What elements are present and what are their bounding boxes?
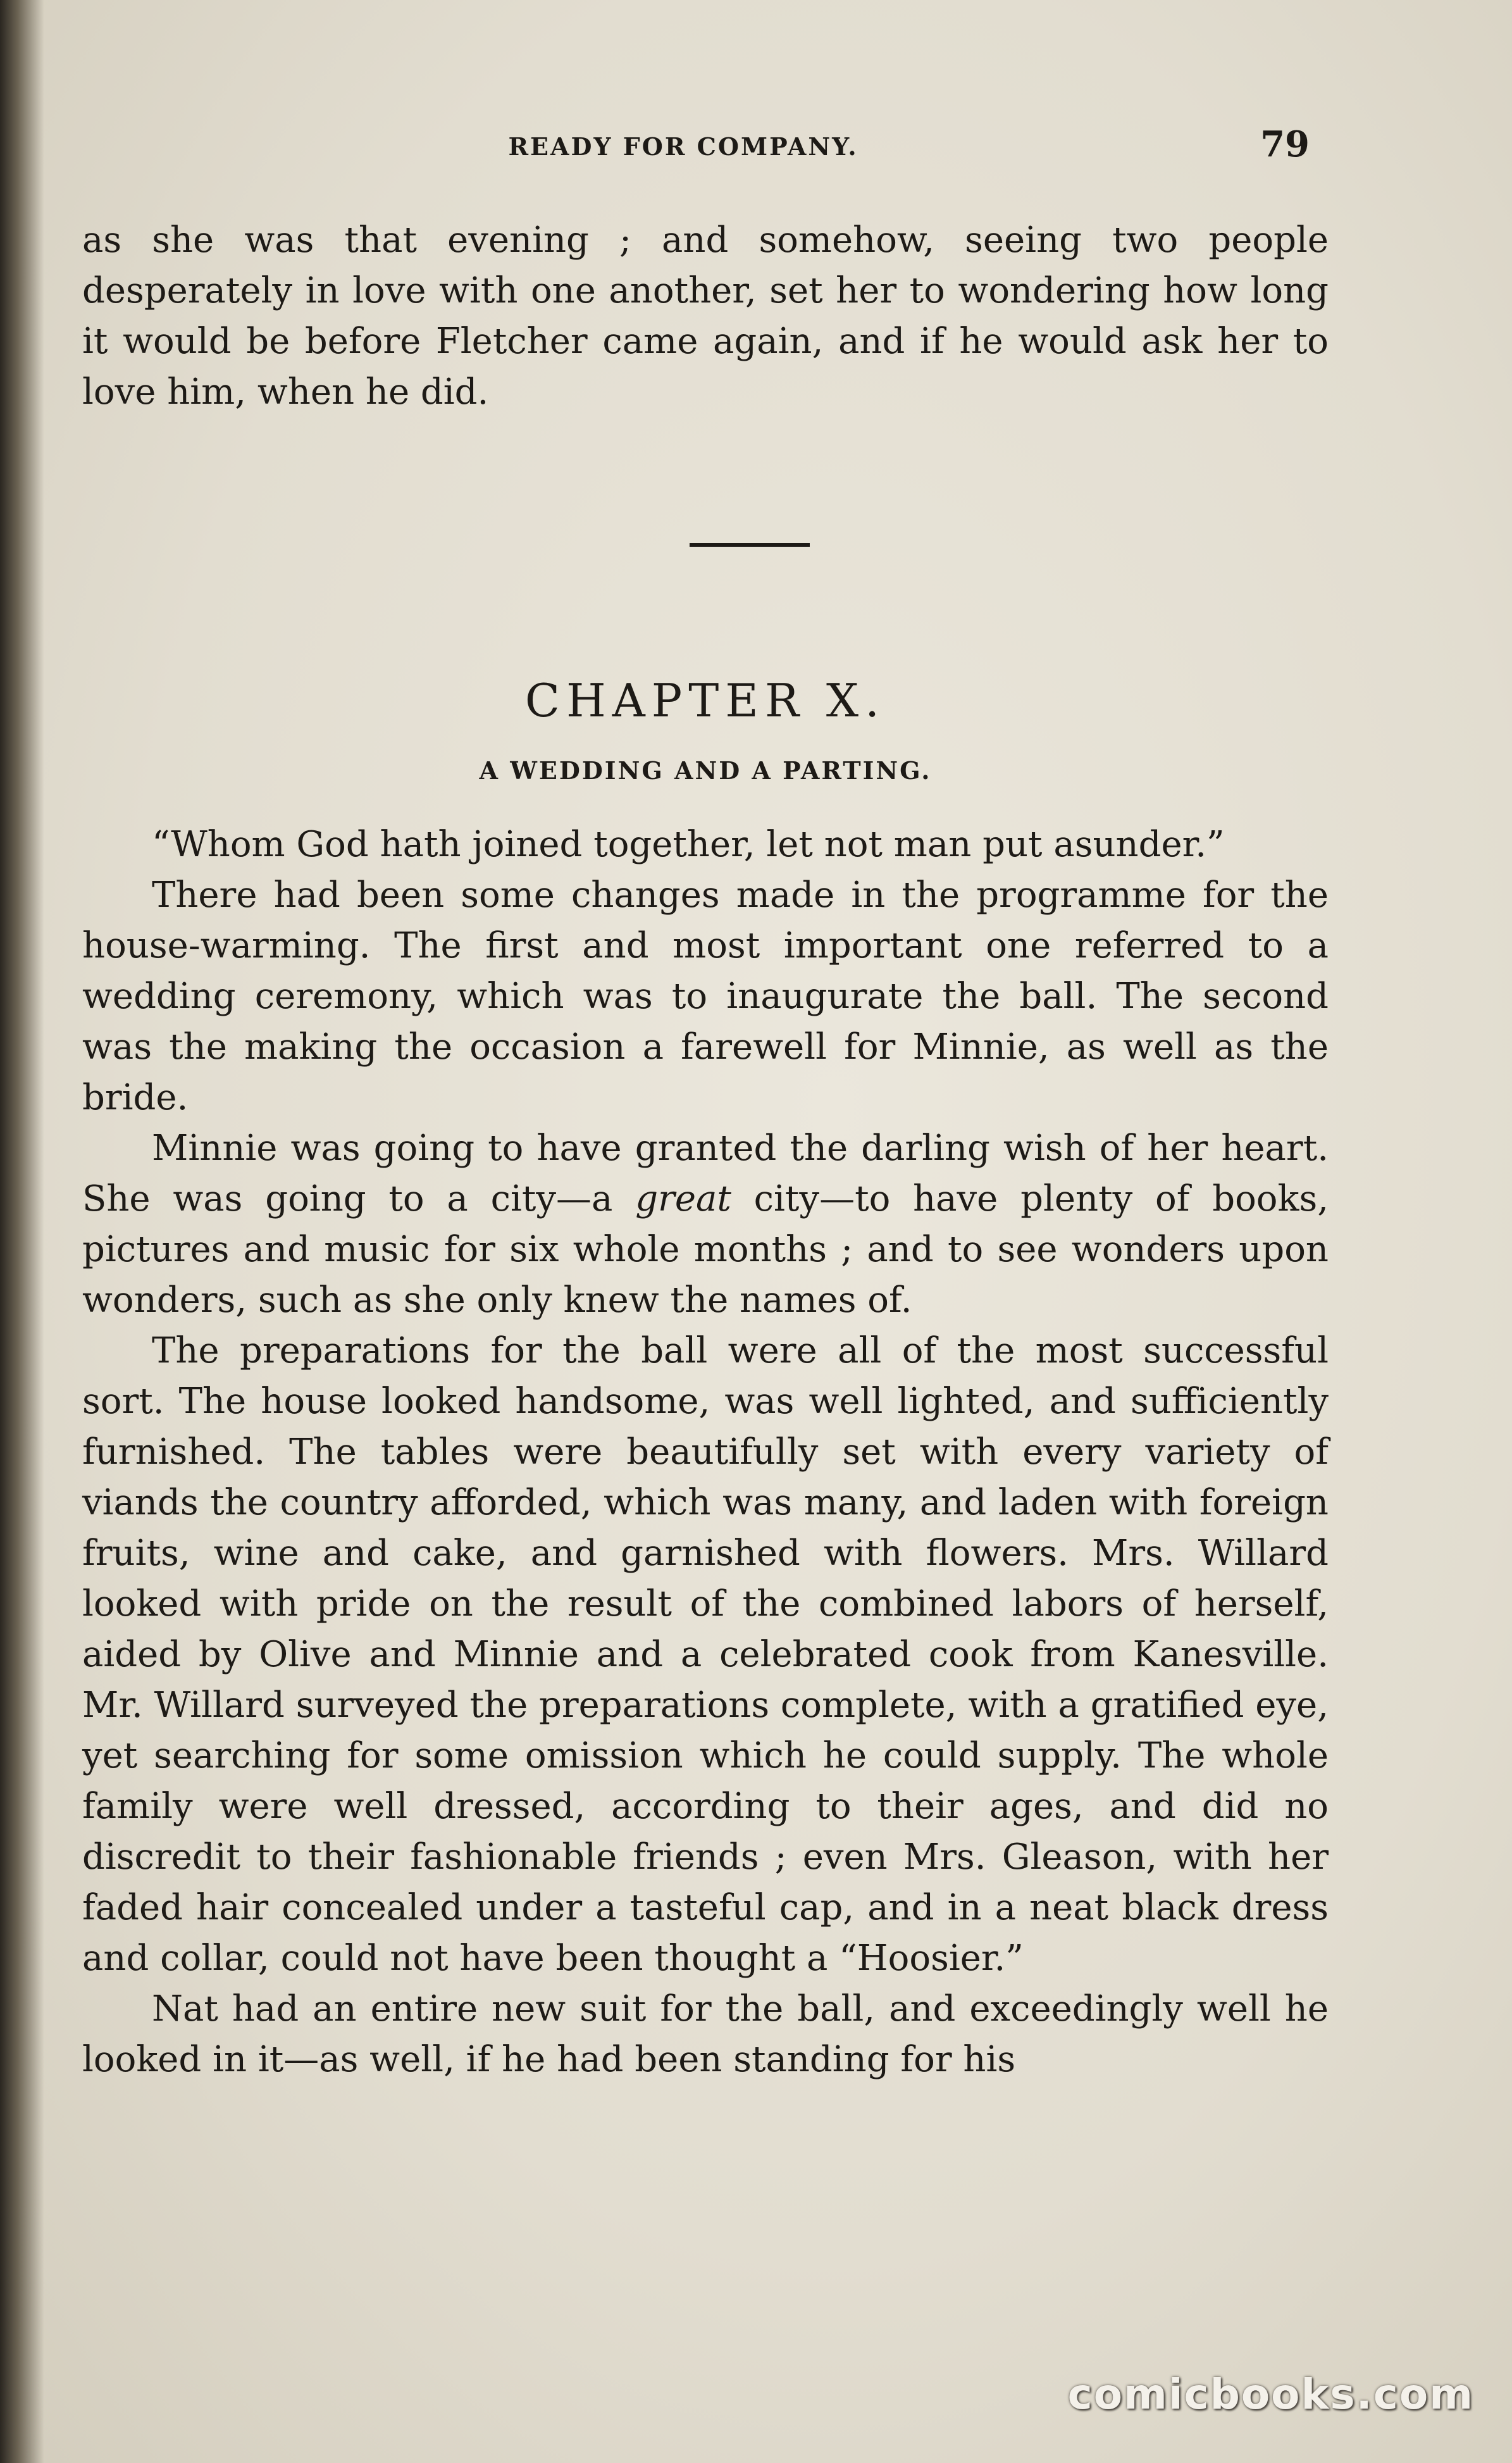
continuation-text <box>82 215 1329 418</box>
chapter-body <box>82 820 1329 2085</box>
running-title: READY FOR COMPANY. <box>508 132 858 161</box>
running-head <box>82 123 1310 174</box>
chapter-subtitle: A WEDDING AND A PARTING. <box>479 756 932 785</box>
chapter-title: CHAPTER X. <box>524 674 886 727</box>
body-paragraph-2 <box>82 1123 1329 1326</box>
body-paragraph-1: There had been some changes made in the programme for the house-warming. The first and most important one referred to a wedding ceremony, which was to inaugurate the ball. The second was the making the occasion a farewell for Minnie, as well as the bride. <box>82 875 1329 1118</box>
site-watermark: comicbooks.com <box>1067 2370 1474 2419</box>
paragraph-2-text-b: city—to have plenty of books, pictures and music for six whole months ; and to see wonders upon wonders, such as she only knew the names of. <box>82 1178 1329 1321</box>
epigraph: “Whom God hath joined together, let not man put asunder.” <box>152 824 1225 865</box>
continuation-paragraph: as she was that evening ; and somehow, seeing two people desperately in love with one another, set her to wondering how long it would be before Fletcher came again, and if he would ask her to love him, when he did. <box>82 220 1329 413</box>
page-gutter-shadow <box>0 0 44 2463</box>
body-paragraph-3: The preparations for the ball were all of the most successful sort. The house looked handsome, was well lighted, and sufficiently furnished. The tables were beautifully set with every variety of viands the country afforded, which was many, and laden with foreign fruits, wine and cake, and garnished with flowers. Mrs. Willard looked with pride on the result of the combined labors of herself, aided by Olive and Minnie and a celebrated cook from Kanesville. Mr. Willard surveyed the preparations complete, with a gratified eye, yet searching for some omission which he could supply. The whole family were well dressed, according to their ages, and did no discredit to their fashionable friends ; even Mrs. Gleason, with her faded hair concealed under a tasteful cap, and in a neat black dress and collar, could not have been thought a “Hoosier.” <box>82 1330 1329 1979</box>
page-number: 79 <box>1260 123 1310 165</box>
paragraph-2-emphasis: great <box>635 1178 731 1219</box>
body-paragraph-4: Nat had an entire new suit for the ball, and exceedingly well he looked in it—as well, if he had been standing for his <box>82 1988 1329 2080</box>
section-divider-rule <box>690 543 810 547</box>
paragraph-2-text-a: Minnie was going to have granted the darling wish of her heart. She was going to a city—a <box>82 1128 1329 1219</box>
